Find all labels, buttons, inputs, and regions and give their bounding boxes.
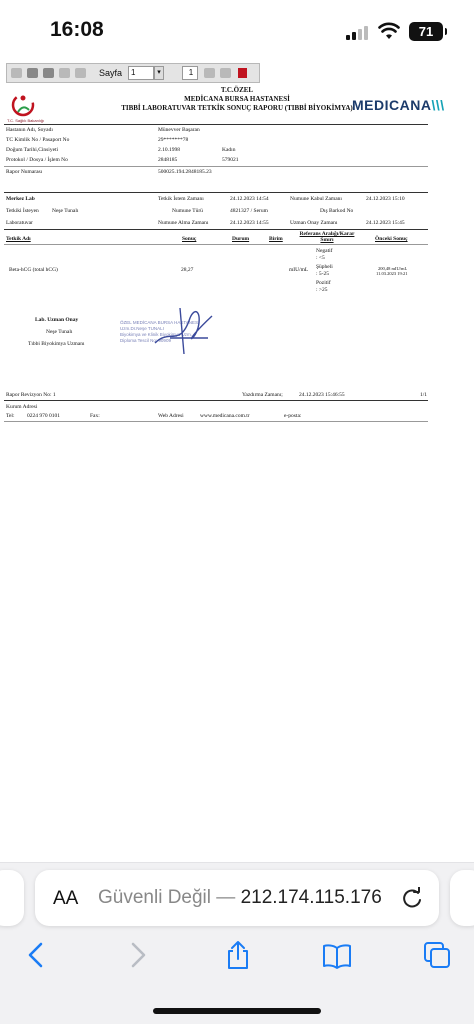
url-security-label: Güvenli Değil — — [98, 887, 236, 908]
result-test-name: Beta-hCG (total hCG) — [9, 267, 58, 273]
stamp-line: Uzm.Dr.Neşe TUNALI — [120, 326, 164, 331]
url-host: 212.174.115.176 — [240, 887, 382, 908]
home-indicator — [153, 1008, 321, 1014]
stamp-line: Biyokimya ve Klinik Biyokimya Uzm. — [120, 332, 193, 337]
fax-label: Fax: — [90, 413, 100, 419]
next-page-icon[interactable] — [220, 68, 231, 78]
tabs-icon[interactable] — [422, 940, 452, 970]
divider — [4, 244, 428, 245]
print-icon[interactable] — [27, 68, 38, 78]
brand-text: MEDICANA — [352, 97, 432, 113]
zoom-icon[interactable] — [204, 68, 215, 78]
print-time-label: Yazdırma Zamanı; — [242, 392, 283, 398]
report-number-label: Rapor Numarası — [6, 169, 43, 175]
col-status: Durum — [232, 236, 250, 242]
cellular-signal-icon — [346, 26, 370, 40]
ref-negative: Negatif — [316, 248, 333, 254]
ref-negative-range: : <5 — [316, 255, 325, 261]
signature-name: Neşe Tunalı — [46, 329, 73, 335]
col-result: Sonuç — [182, 236, 197, 242]
col-unit: Birim — [269, 236, 283, 242]
stamp-line: Diploma Tescil No: 90909 — [120, 338, 171, 343]
ministry-logo-text: T.C. Sağlık Bakanlığı — [7, 118, 45, 123]
result-unit: mIU/mL — [289, 267, 309, 273]
divider — [4, 124, 428, 125]
status-time: 16:08 — [50, 18, 104, 41]
approval-time-value: 24.12.2023 15:45 — [366, 220, 405, 226]
previous-result: 200,48 mIU/mL — [378, 266, 408, 271]
signature-title: Lab. Uzman Onay — [35, 317, 79, 323]
patient-gender-value: Kadın — [222, 147, 236, 153]
reload-icon[interactable] — [401, 887, 423, 909]
next-tab-peek[interactable] — [450, 870, 474, 926]
report-number-value: 500025.194.2848185.23 — [158, 169, 212, 175]
status-bar — [0, 0, 474, 60]
accept-time-value: 24.12.2023 15:10 — [366, 196, 405, 202]
print-time-value: 24.12.2023 15:46:55 — [299, 392, 345, 398]
sample-time-value: 24.12.2023 14:55 — [230, 220, 269, 226]
patient-protocol-label: Protokol / Dosya / İşlem No — [6, 157, 68, 163]
sample-type-label: Numune Türü — [172, 208, 203, 214]
barcode-label: Dış Barkod No — [320, 208, 354, 214]
web-label: Web Adresi — [158, 413, 184, 419]
col-previous: Önceki Sonuç — [375, 236, 408, 242]
report-title: TIBBİ LABORATUVAR TETKİK SONUÇ RAPORU (TIBBİ BİYOKİMYA) — [121, 104, 353, 112]
divider — [4, 166, 428, 167]
divider — [4, 192, 428, 193]
pdf-toolbar — [6, 63, 260, 83]
patient-name-label: Hastanın Adı, Soyadı — [6, 127, 53, 133]
patient-birth-value: 2.10.1998 — [158, 147, 180, 153]
previous-tab-peek[interactable] — [0, 870, 24, 926]
divider — [4, 400, 428, 401]
address-bar[interactable] — [35, 870, 439, 926]
col-test: Tetkik Adı — [6, 236, 31, 242]
signature-role: Tıbbi Biyokimya Uzmanı — [28, 341, 85, 347]
patient-protocol-value: 2848185 — [158, 157, 178, 163]
save-icon[interactable] — [11, 68, 22, 78]
page-input[interactable]: 1 — [128, 66, 154, 80]
url-field[interactable] — [98, 887, 382, 909]
patient-birth-label: Doğum Tarihi,Cinsiyeti — [6, 147, 59, 153]
approval-time-label: Uzman Onay Zamanı — [290, 220, 338, 226]
mail-icon[interactable] — [59, 68, 70, 78]
medicana-logo: MEDICANA\\\ — [352, 97, 445, 113]
ref-suspicious-range: : 5-25 — [316, 271, 329, 277]
report-country: T.C.ÖZEL — [220, 86, 254, 94]
reader-settings-button[interactable]: AA — [53, 888, 79, 909]
ref-positive: Pozitif — [316, 280, 331, 286]
requester-value: Neşe Tunalı — [52, 208, 79, 214]
email-label: e-posta: — [284, 413, 302, 419]
patient-file-value: 579021 — [222, 157, 239, 163]
revision-no: Rapor Revizyon No: 1 — [6, 392, 56, 398]
chevron-down-icon[interactable]: ▾ — [154, 66, 164, 80]
ref-suspicious: Şüpheli — [316, 264, 333, 270]
battery-icon: 71 — [409, 22, 443, 41]
bookmarks-icon[interactable] — [322, 940, 352, 970]
accept-time-label: Numune Kabul Zamanı — [290, 196, 342, 202]
divider — [4, 229, 428, 230]
sample-time-label: Numune Alma Zamanı — [158, 220, 209, 226]
col-reference: Referans Aralığı/Karar Sınırı — [299, 231, 355, 243]
sample-type-value: 4821327 / Serum — [230, 208, 268, 214]
ref-positive-range: : >25 — [316, 287, 328, 293]
tel-label: Tel: — [6, 413, 15, 419]
page-label: Sayfa — [99, 68, 123, 78]
back-icon[interactable] — [22, 940, 52, 970]
wifi-icon — [378, 22, 400, 40]
tel-value: 0224 970 0101 — [27, 413, 60, 419]
signature-icon — [150, 298, 220, 358]
laboratory-label: Laboratuvar — [6, 220, 33, 226]
share-icon[interactable] — [223, 940, 253, 970]
lab-name: Merkez Lab — [6, 196, 35, 202]
divider — [4, 421, 428, 422]
pdf-icon[interactable] — [238, 68, 247, 78]
result-value: 28,27 — [181, 267, 194, 273]
requester-label: Tetkiki İsteyen — [6, 208, 39, 214]
patient-name-value: Münevver Başaran — [158, 127, 200, 133]
page-total: 1 — [182, 66, 198, 80]
stamp-line: ÖZEL MEDİCANA BURSA HASTANESİ — [120, 320, 200, 325]
request-time-value: 24.12.2023 14:54 — [230, 196, 269, 202]
prev-page-icon[interactable] — [75, 68, 86, 78]
report-hospital: MEDİCANA BURSA HASTANESİ — [184, 95, 290, 103]
patient-id-value: 29*******78 — [158, 137, 189, 143]
previous-result-date: 11.03.2023 19:21 — [376, 271, 408, 276]
request-time-label: Tetkik İstem Zamanı — [158, 196, 204, 202]
forward-icon[interactable] — [122, 940, 152, 970]
search-icon[interactable] — [43, 68, 54, 78]
web-value[interactable]: www.medicana.com.tr — [200, 413, 250, 419]
patient-id-label: TC Kimlik No / Pasaport No — [6, 137, 70, 143]
address-label: Kurum Adresi — [6, 404, 38, 410]
page-number: 1/1 — [420, 392, 428, 398]
